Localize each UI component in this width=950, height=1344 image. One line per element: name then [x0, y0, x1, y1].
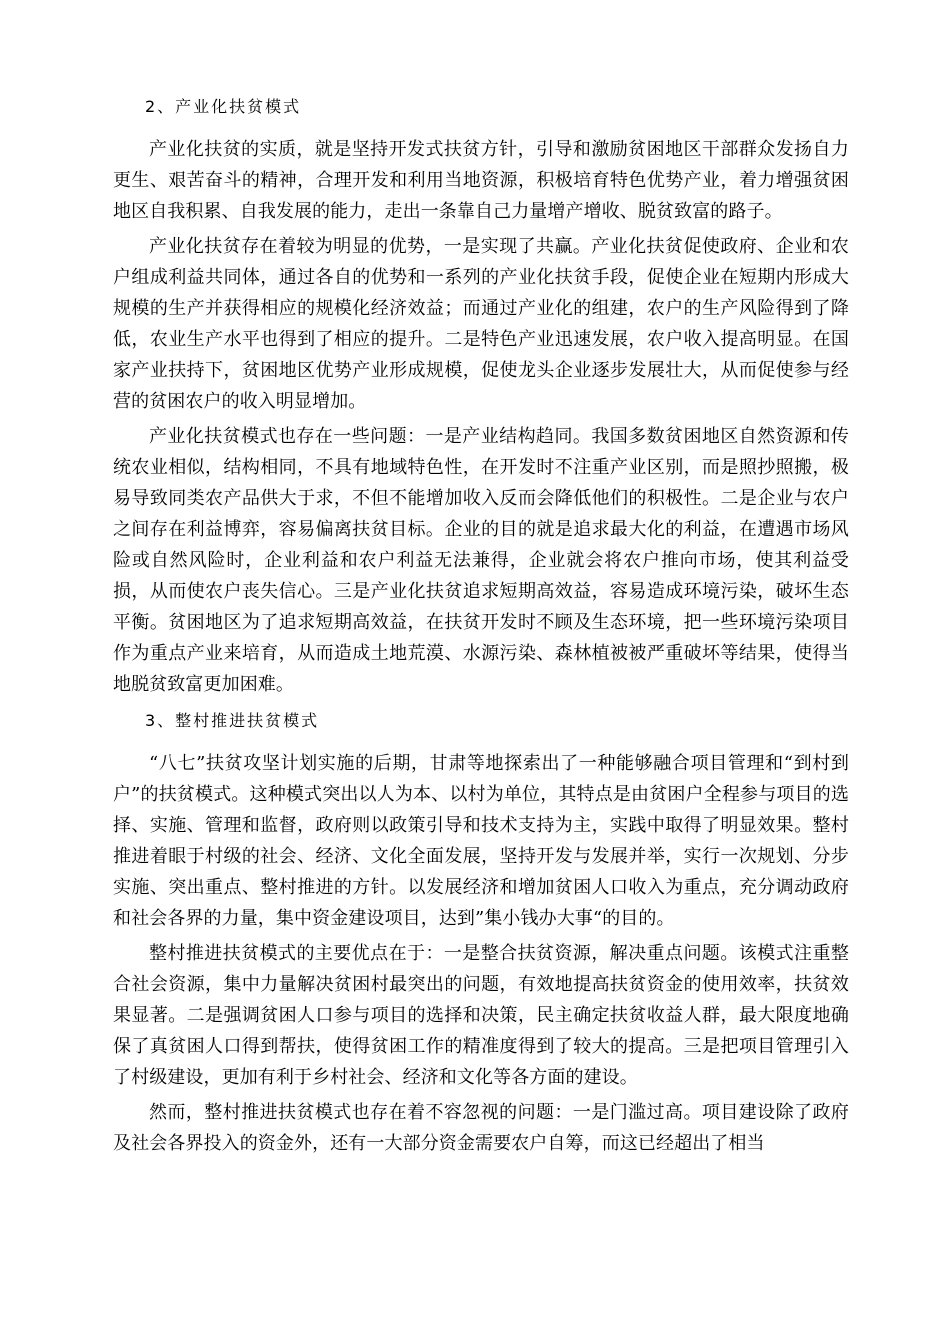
paragraph-whole-village-problems: 然而，整村推进扶贫模式也存在着不容忽视的问题：一是门滥过高。项目建设除了政府及社会各界投入的资金外，还有一大部分资金需要农户自筹，而这已经超出了相当	[113, 1102, 849, 1154]
document-page	[113, 92, 849, 1163]
paragraph-industrial-problems: 产业化扶贫模式也存在一些问题：一是产业结构趋同。我国多数贫困地区自然资源和传统农业相似，结构相同，不具有地域特色性，在开发时不注重产业区别，而是照抄照搬，极易导致同类农产品供大于求，不但不能增加收入反而会降低他们的积极性。二是企业与农户之间存在利益博弈，容易偏离扶贫目标。企业的目的就是追求最大化的利益，在遭遇市场风险或自然风险时，企业利益和农户利益无法兼得，企业就会将农户推向市场，使其利益受损，从而使农户丧失信心。三是产业化扶贫追求短期高效益，容易造成环境污染，破坏生态平衡。贫困地区为了追求短期高效益，在扶贫开发时不顾及生态环境，把一些环境污染项目作为重点产业来培育，从而造成土地荒漠、水源污染、森林植被被严重破坏等结果，使得当地脱贫致富更加困难。	[113, 426, 849, 695]
paragraph-whole-village-advantages: 整村推进扶贫模式的主要优点在于：一是整合扶贫资源，解决重点问题。该模式注重整合社会资源，集中力量解决贫困村最突出的问题，有效地提高扶贫资金的使用效率，扶贫效果显著。二是强调贫困人口参与项目的选择和决策，民主确定扶贫收益人群，最大限度地确保了真贫困人口得到帮扶，使得贫困工作的精准度得到了较大的提高。三是把项目管理引入了村级建设，更加有利于乡村社会、经济和文化等各方面的建设。	[113, 943, 849, 1088]
paragraph-industrial-advantages: 产业化扶贫存在着较为明显的优势，一是实现了共赢。产业化扶贫促使政府、企业和农户组成利益共同体，通过各自的优势和一系列的产业化扶贫手段，促使企业在短期内形成大规模的生产并获得相应的规模化经济效益；而通过产业化的组建，农户的生产风险得到了降低，农业生产水平也得到了相应的提升。二是特色产业迅速发展，农户收入提高明显。在国家产业扶持下，贫困地区优势产业形成规模，促使龙头企业逐步发展壮大，从而促使参与经营的贫困农户的收入明显增加。	[113, 236, 849, 412]
section-heading-whole-village-poverty-alleviation: 3、整村推进扶贫模式	[145, 711, 320, 730]
paragraph-whole-village-background: “八七”扶贫攻坚计划实施的后期，甘肃等地探索出了一种能够融合项目管理和“到村到户”的扶贫模式。这种模式突出以人为本、以村为单位，其特点是由贫困户全程参与项目的选择、实施、管理和监督，政府则以政策引导和技术支持为主，实践中取得了明显效果。整村推进着眼于村级的社会、经济、文化全面发展，坚持开发与发展并举，实行一次规划、分步实施、突出重点、整村推进的方针。以发展经济和增加贫困人口收入为重点，充分调动政府和社会各界的力量，集中资金建设项目，达到”集小钱办大事“的目的。	[113, 753, 849, 929]
paragraph-industrial-essence: 产业化扶贫的实质，就是坚持开发式扶贫方针，引导和激励贫困地区干部群众发扬自力更生、艰苦奋斗的精神，合理开发和利用当地资源，积极培育特色优势产业，着力增强贫困地区自我积累、自我发展的能力，走出一条靠自己力量增产增收、脱贫致富的路子。	[113, 139, 849, 222]
section-heading-industrial-poverty-alleviation: 2、产业化扶贫模式	[145, 97, 302, 116]
